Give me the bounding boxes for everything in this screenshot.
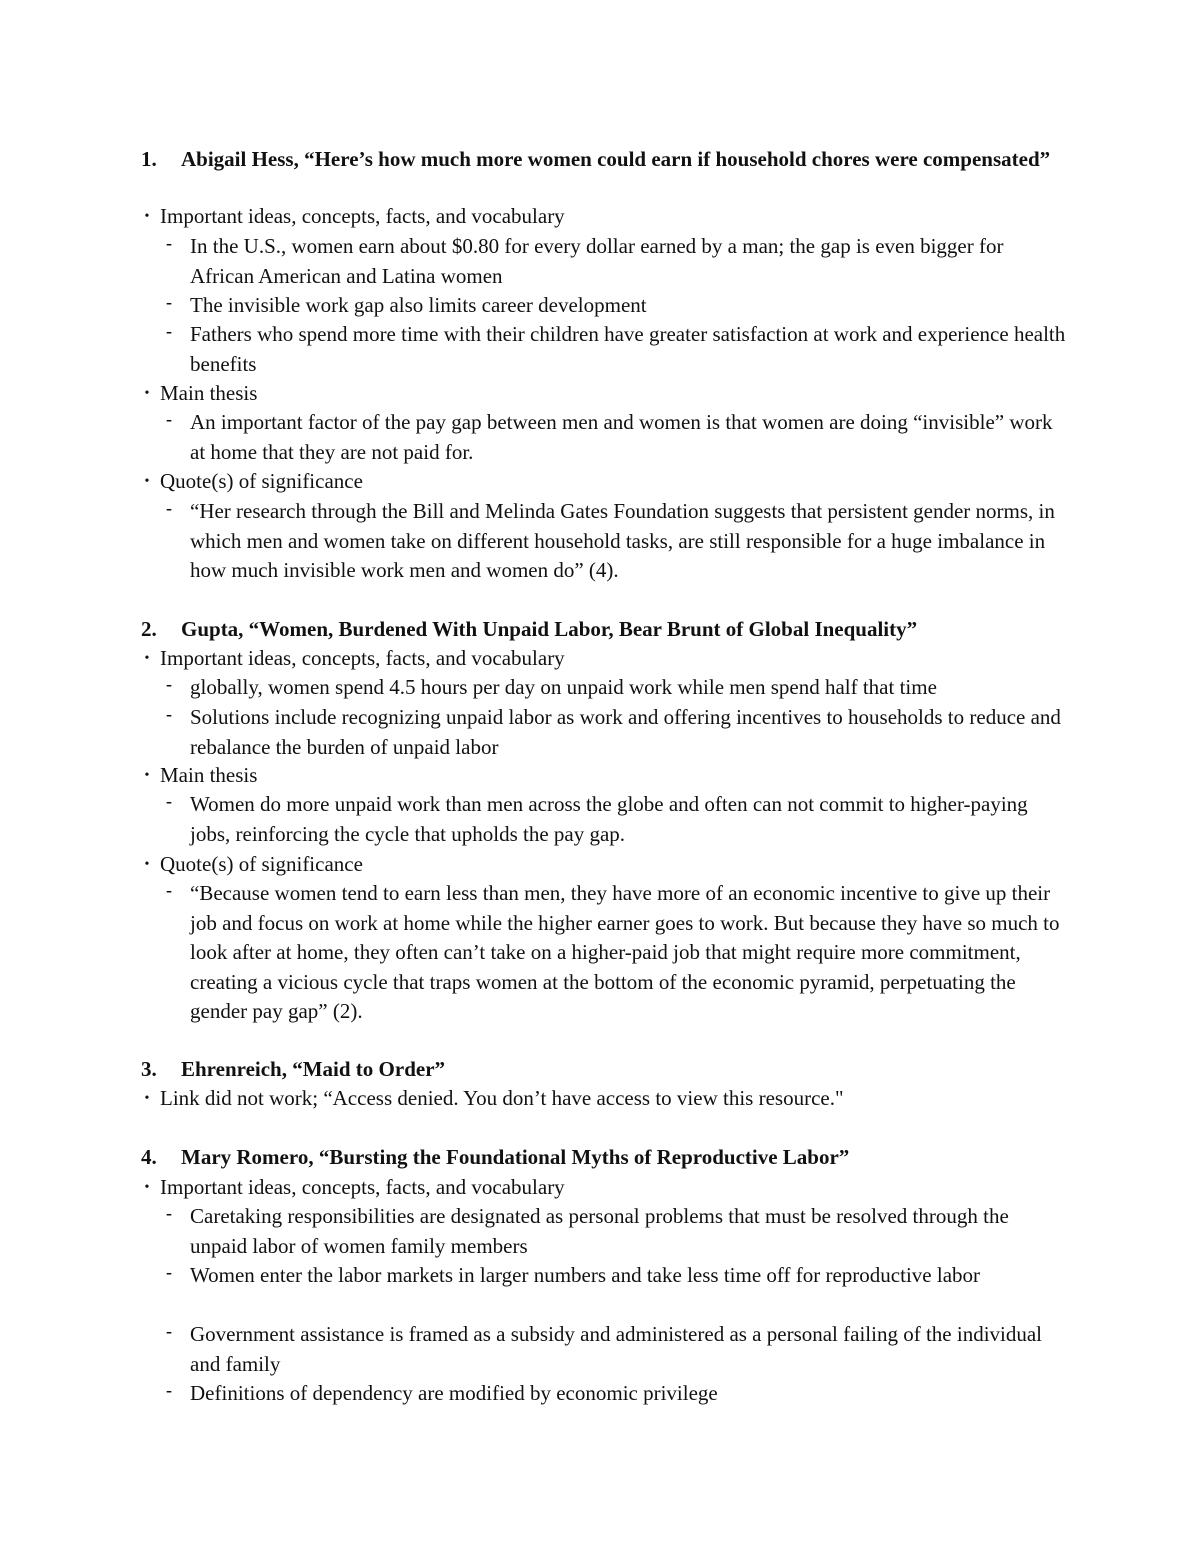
sub-item bbox=[166, 408, 1070, 467]
bullet-label: Link did not work; “Access denied. You don’t have access to view this resource." bbox=[160, 1086, 844, 1110]
section-title: Abigail Hess, “Here’s how much more women could earn if household chores were compensated” bbox=[181, 147, 1051, 171]
bullet-item bbox=[144, 850, 1060, 879]
sub-item-text: globally, women spend 4.5 hours per day on unpaid work while men spend half that time bbox=[190, 675, 937, 699]
bullet-item bbox=[144, 644, 1060, 673]
bullet-icon: • bbox=[144, 209, 150, 224]
bullet-item bbox=[144, 202, 1060, 231]
section-number: 4. bbox=[141, 1145, 157, 1169]
dash-icon: - bbox=[166, 292, 172, 312]
bullet-icon: • bbox=[144, 1091, 150, 1106]
bullet-label: Important ideas, concepts, facts, and vocabulary bbox=[160, 1175, 565, 1199]
sub-item-text: Solutions include recognizing unpaid labor as work and offering incentives to households to reduce and rebalance the burden of unpaid labor bbox=[190, 705, 1061, 759]
sub-item bbox=[166, 497, 1070, 586]
sub-item-text: Caretaking responsibilities are designated as personal problems that must be resolved through the unpaid labor of women family members bbox=[190, 1204, 1009, 1258]
section-title: Mary Romero, “Bursting the Foundational Myths of Reproductive Labor” bbox=[181, 1145, 850, 1169]
bullet-label: Main thesis bbox=[160, 381, 258, 405]
bullet-label: Quote(s) of significance bbox=[160, 469, 363, 493]
bullet-item bbox=[144, 467, 1060, 496]
dash-icon: - bbox=[166, 704, 172, 724]
sub-item-text: In the U.S., women earn about $0.80 for every dollar earned by a man; the gap is even bigger for African American and Latina women bbox=[190, 234, 1004, 288]
dash-icon: - bbox=[166, 233, 172, 253]
dash-icon: - bbox=[166, 1380, 172, 1400]
sub-item-text: Women enter the labor markets in larger numbers and take less time off for reproductive labor bbox=[190, 1263, 981, 1287]
sub-item bbox=[166, 1379, 1070, 1409]
section-title: Gupta, “Women, Burdened With Unpaid Labor, Bear Brunt of Global Inequality” bbox=[181, 617, 918, 641]
dash-icon: - bbox=[166, 498, 172, 518]
dash-icon: - bbox=[166, 1203, 172, 1223]
bullet-item bbox=[144, 379, 1060, 408]
dash-icon: - bbox=[166, 880, 172, 900]
bullet-label: Main thesis bbox=[160, 763, 258, 787]
sub-item bbox=[166, 232, 1070, 291]
dash-icon: - bbox=[166, 674, 172, 694]
sub-item bbox=[166, 790, 1070, 849]
sub-item bbox=[166, 291, 1070, 321]
bullet-label: Important ideas, concepts, facts, and vocabulary bbox=[160, 646, 565, 670]
sub-item-text: An important factor of the pay gap between men and women is that women are doing “invisible” work at home that they are not paid for. bbox=[190, 410, 1053, 464]
sub-item bbox=[166, 673, 1070, 703]
dash-icon: - bbox=[166, 1262, 172, 1282]
sub-item-text: Women do more unpaid work than men across the globe and often can not commit to higher-paying jobs, reinforcing the cycle that upholds the pay gap. bbox=[190, 792, 1028, 846]
sub-item-text: “Her research through the Bill and Melinda Gates Foundation suggests that persistent gender norms, in which men and women take on different household tasks, are still responsible for a huge imbalance in how much invisible work men and women do” (4). bbox=[190, 499, 1055, 582]
sub-item bbox=[166, 879, 1070, 1027]
bullet-icon: • bbox=[144, 768, 150, 783]
bullet-icon: • bbox=[144, 474, 150, 489]
dash-icon: - bbox=[166, 791, 172, 811]
sub-item-text: The invisible work gap also limits career development bbox=[190, 293, 647, 317]
bullet-icon: • bbox=[144, 386, 150, 401]
sub-item bbox=[166, 320, 1070, 379]
sub-item-text: Definitions of dependency are modified by economic privilege bbox=[190, 1381, 718, 1405]
bullet-item bbox=[144, 1173, 1060, 1202]
dash-icon: - bbox=[166, 1321, 172, 1341]
section-number: 1. bbox=[141, 147, 157, 171]
bullet-label: Quote(s) of significance bbox=[160, 852, 363, 876]
sub-item-text: “Because women tend to earn less than men, they have more of an economic incentive to give up their job and focus on work at home while the higher earner goes to work. But because they have so much to look after at home, they often can’t take on a higher-paid job that might require more commitment, creating a vicious cycle that traps women at the bottom of the economic pyramid, perpetuating the gender pay gap” (2). bbox=[190, 881, 1060, 1023]
bullet-icon: • bbox=[144, 651, 150, 666]
bullet-icon: • bbox=[144, 1180, 150, 1195]
section-number: 2. bbox=[141, 617, 157, 641]
sub-item bbox=[166, 1320, 1070, 1379]
bullet-item bbox=[144, 1084, 1060, 1113]
sub-item bbox=[166, 1261, 1070, 1291]
dash-icon: - bbox=[166, 321, 172, 341]
sub-item-text: Fathers who spend more time with their children have greater satisfaction at work and experience health benefits bbox=[190, 322, 1066, 376]
sub-item-text: Government assistance is framed as a subsidy and administered as a personal failing of the individual and family bbox=[190, 1322, 1043, 1376]
sub-item bbox=[166, 1202, 1070, 1261]
section-number: 3. bbox=[141, 1057, 157, 1081]
bullet-item bbox=[144, 761, 1060, 790]
sub-item bbox=[166, 703, 1070, 762]
section-title: Ehrenreich, “Maid to Order” bbox=[181, 1057, 446, 1081]
bullet-label: Important ideas, concepts, facts, and vocabulary bbox=[160, 204, 565, 228]
dash-icon: - bbox=[166, 409, 172, 429]
bullet-icon: • bbox=[144, 857, 150, 872]
